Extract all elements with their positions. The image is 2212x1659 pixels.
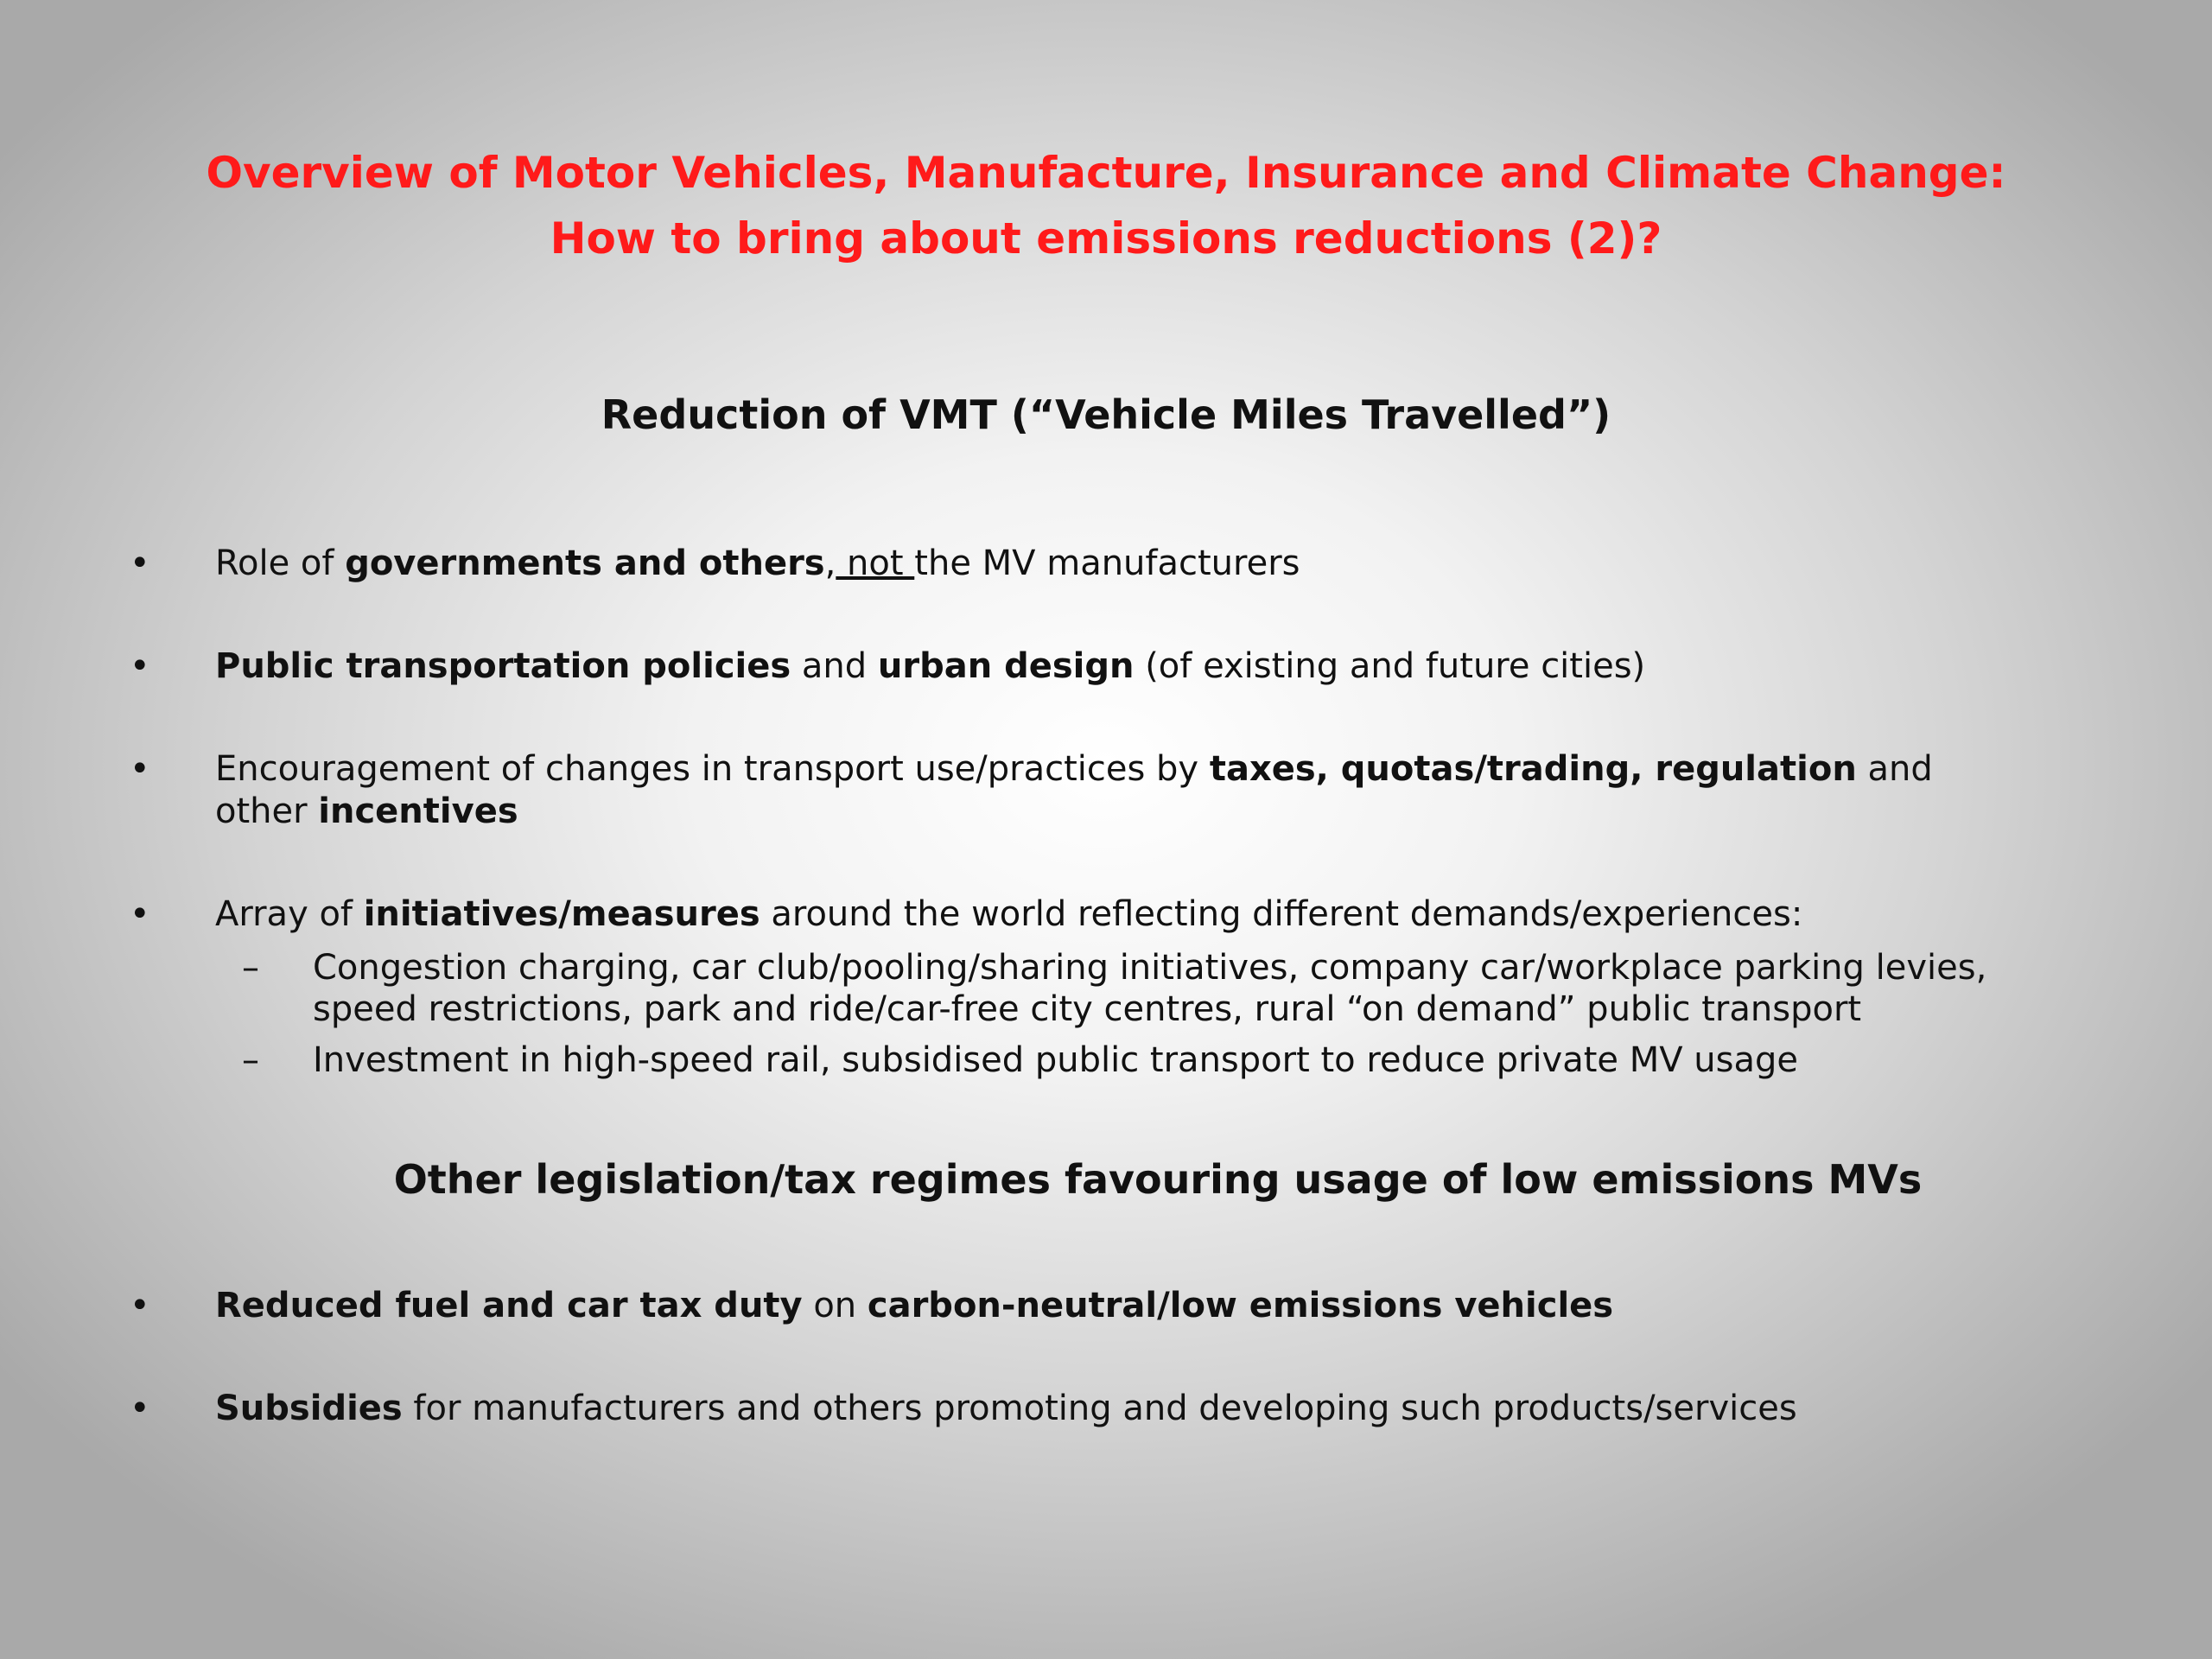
bullet-text: Public transportation policies and urban design (of existing and future cities) <box>215 646 1646 686</box>
slide-title-line-2: How to bring about emissions reductions (2)? <box>550 213 1662 264</box>
bullet-marker: • <box>130 894 150 934</box>
bullet-array-of-initiatives <box>130 893 2031 936</box>
section-heading-vmt: Reduction of VMT (“Vehicle Miles Travelled”) <box>601 391 1611 438</box>
sub-bullet-text: Congestion charging, car club/pooling/sharing initiatives, company car/workplace parking levies, speed restrictions, park and ride/car-free city centres, rural “on demand” public transport <box>313 948 1987 1029</box>
bullet-role-of-governments <box>130 543 2031 585</box>
bullet-marker: • <box>130 749 150 789</box>
bullet-marker: • <box>130 1389 150 1428</box>
bullet-encouragement <box>130 748 2031 833</box>
sub-bullet-marker: – <box>242 948 259 988</box>
bullet-reduced-fuel-tax <box>130 1285 2031 1327</box>
slide-title <box>0 140 2212 271</box>
bullet-text: Role of governments and others, not the MV manufacturers <box>215 543 1300 583</box>
section-heading-legislation: Other legislation/tax regimes favouring usage of low emissions MVs <box>393 1156 1923 1203</box>
bullet-text: Subsidies for manufacturers and others promoting and developing such products/services <box>215 1389 1797 1428</box>
bullet-marker: • <box>130 543 150 583</box>
bullet-public-transportation <box>130 645 2031 688</box>
bullet-text: Array of initiatives/measures around the world reflecting different demands/experiences: <box>215 894 1803 934</box>
sub-bullet-investment <box>242 1039 2022 1081</box>
bullet-marker: • <box>130 646 150 686</box>
bullet-marker: • <box>130 1286 150 1325</box>
sub-bullet-marker: – <box>242 1040 259 1080</box>
bullet-text: Reduced fuel and car tax duty on carbon-neutral/low emissions vehicles <box>215 1286 1614 1325</box>
sub-bullet-text: Investment in high-speed rail, subsidised public transport to reduce private MV usage <box>313 1040 1799 1080</box>
sub-bullet-congestion-charging <box>242 947 2022 1030</box>
bullet-subsidies <box>130 1388 2031 1430</box>
slide-title-line-1: Overview of Motor Vehicles, Manufacture, Insurance and Climate Change: <box>206 148 2006 198</box>
bullet-text: Encouragement of changes in transport use/practices by taxes, quotas/trading, regulation and other incentives <box>215 749 1933 831</box>
